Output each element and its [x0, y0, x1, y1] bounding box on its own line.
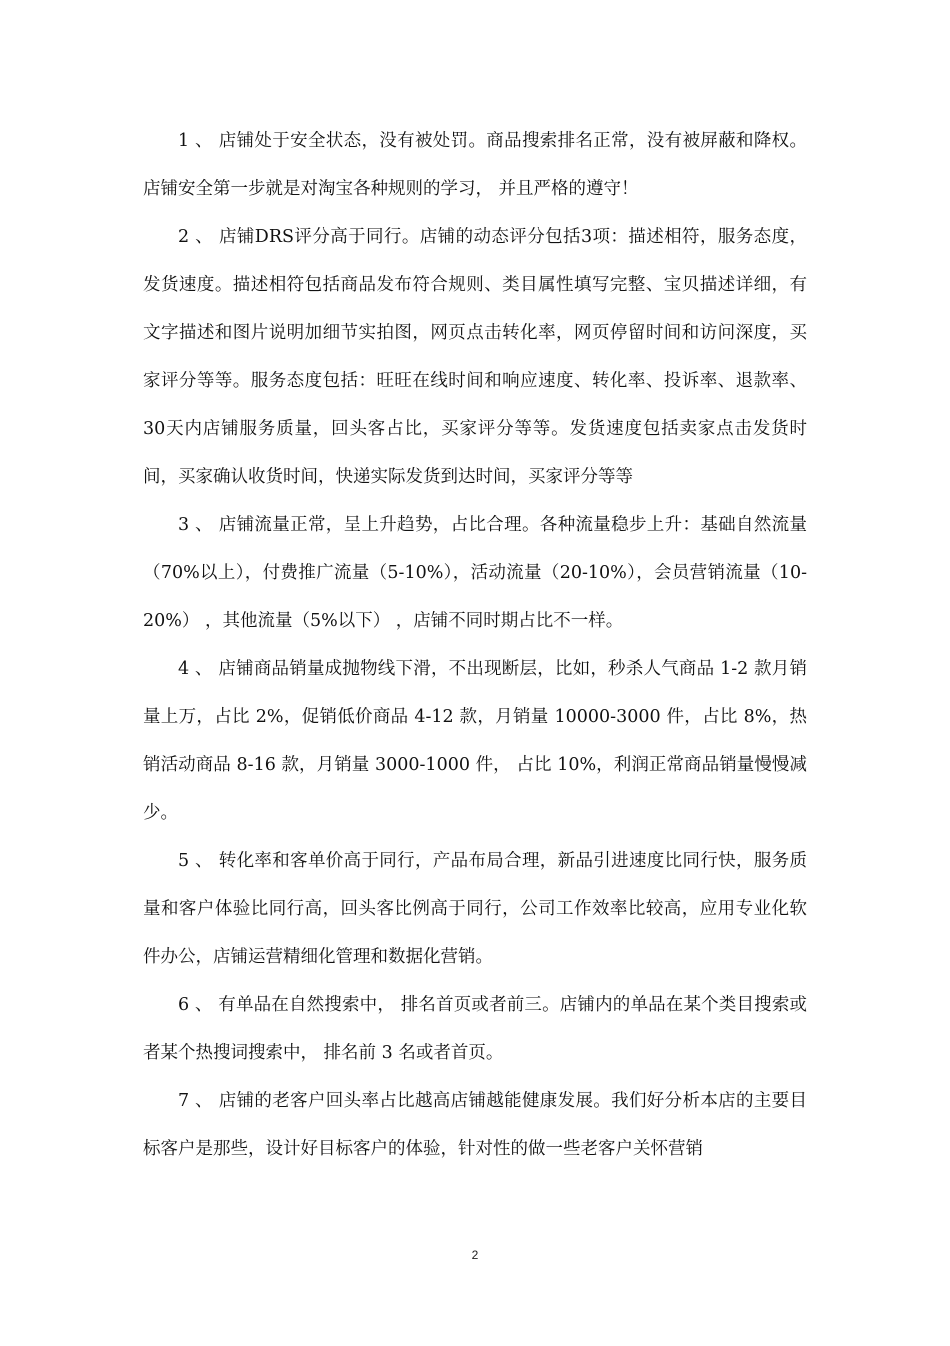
- paragraph-5: 5 、 转化率和客单价高于同行，产品布局合理，新品引进速度比同行快，服务质量和客户体验比同行高，回头客比例高于同行，公司工作效率比较高，应用专业化软件办公，店铺运营精细化管理和数据化营销。: [143, 851, 807, 967]
- paragraph-6: 6 、 有单品在自然搜索中， 排名首页或者前三。店铺内的单品在某个类目搜索或者某个热搜词搜索中， 排名前 3 名或者首页。: [143, 995, 807, 1063]
- paragraph-4: 4 、 店铺商品销量成抛物线下滑，不出现断层，比如，秒杀人气商品 1-2 款月销量上万，占比 2%，促销低价商品 4-12 款，月销量 10000-3000 件，占比 8%，热销活动商品 8-16 款，月销量 3000-1000 件， 占比 10%，利润正常商品销量慢慢减少。: [143, 659, 807, 823]
- document-body: [143, 117, 807, 1173]
- paragraph-1: 1 、 店铺处于安全状态，没有被处罚。商品搜索排名正常，没有被屏蔽和降权。店铺安全第一步就是对淘宝各种规则的学习， 并且严格的遵守！: [143, 131, 807, 199]
- paragraph-2: 2 、 店铺DRS评分高于同行。店铺的动态评分包括3项：描述相符，服务态度，发货速度。描述相符包括商品发布符合规则、类目属性填写完整、宝贝描述详细，有文字描述和图片说明加细节实拍图，网页点击转化率，网页停留时间和访问深度，买家评分等等。服务态度包括：旺旺在线时间和响应速度、转化率、投诉率、退款率、 30天内店铺服务质量，回头客占比，买家评分等等。发货速度包括卖家点击发货时间，买家确认收货时间，快递实际发货到达时间，买家评分等等: [143, 227, 807, 487]
- page-number: 2: [471, 1248, 479, 1262]
- paragraph-3: 3 、 店铺流量正常，呈上升趋势，占比合理。各种流量稳步上升：基础自然流量（70%以上），付费推广流量（5-10%），活动流量（20-10%），会员营销流量（10-20%） ，其他流量（5%以下） ，店铺不同时期占比不一样。: [143, 515, 807, 631]
- paragraph-7: 7 、 店铺的老客户回头率占比越高店铺越能健康发展。我们好分析本店的主要目标客户是那些，设计好目标客户的体验，针对性的做一些老客户关怀营销: [143, 1091, 807, 1159]
